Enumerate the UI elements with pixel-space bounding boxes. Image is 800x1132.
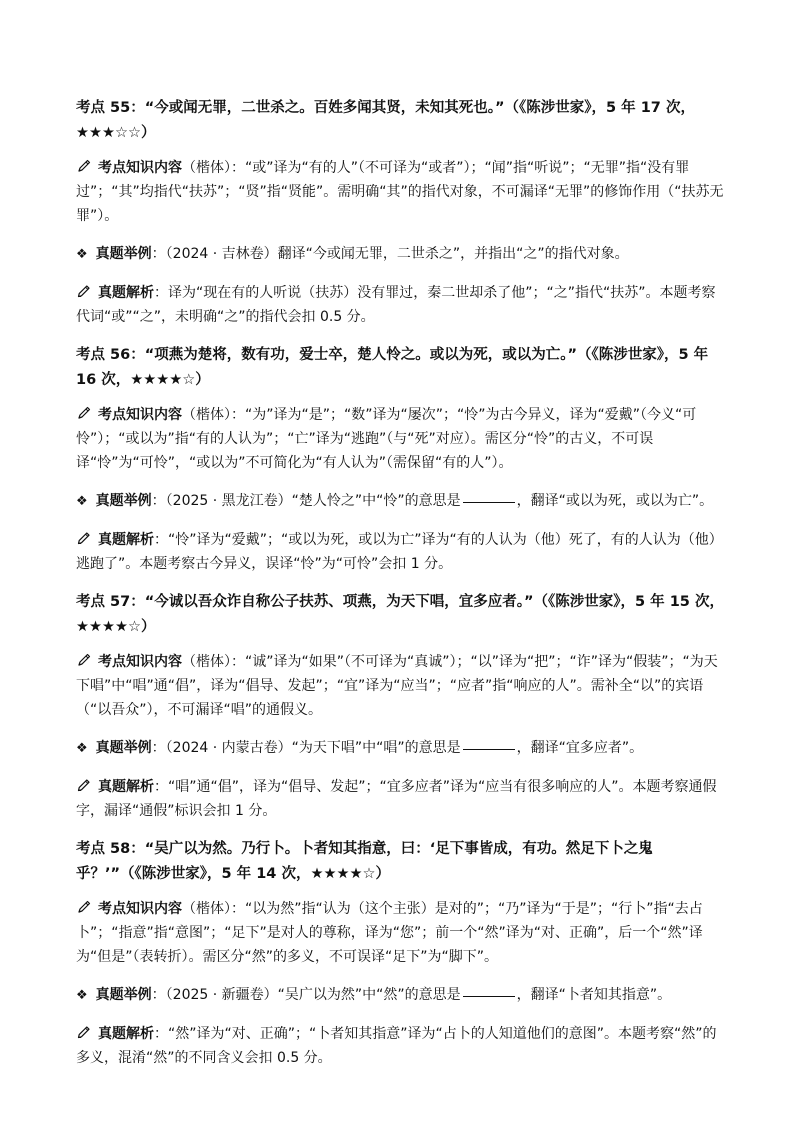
exam-point [76, 837, 726, 1070]
analysis-text: ：“然”译为“对、正确”；“卜者知其指意”译为“占卜的人知道他们的意图”。本题考察“然”的多义，混淆“然”的不同含义会扣 0.5 分。 [76, 1026, 717, 1066]
knowledge-text: （楷体）：“以为然”指“认为（这个主张）是对的”；“乃”译为“于是”；“行卜”指“去占卜”；“指意”指“意图”；“足下”是对人的尊称，译为“您”；前一个“然”译为“对、正确”，后一个“然”译为“但是”（表转折）。需区分“然”的多义，不可误译“足下”为“脚下”。 [76, 901, 703, 965]
knowledge-text: （楷体）：“为”译为“是”；“数”译为“屡次”；“怜”为古今异义，译为“爱戴”（今义“可怜”）；“或以为”指“有的人认为”；“亡”译为“逃跑”（与“死”对应）。需区分“怜”的古义，不可误译“怜”为“可怜”，“或以为”不可简化为“有人认为”（需保留“有的人”）。 [76, 407, 697, 471]
example-text: ：（2024 · 内蒙古卷）“为天下唱”中“唱”的意思是 [151, 740, 461, 756]
diamond-bullet-icon: ❖ [76, 247, 88, 262]
analysis-paragraph [76, 528, 726, 576]
document-page [76, 96, 726, 1084]
pen-icon [76, 283, 92, 299]
example-text-after: ，翻译“或以为死，或以为亡”。 [516, 493, 714, 509]
knowledge-text: （楷体）：“或”译为“有的人”（不可译为“或者”）；“闻”指“听说”；“无罪”指“没有罪过”；“其”均指代“扶苏”；“贤”指“贤能”。需明确“其”的指代对象，不可漏译“无罪”的修饰作用（“扶苏无罪”）。 [76, 160, 724, 224]
diamond-bullet-icon: ❖ [76, 988, 88, 1003]
example-text-after: ，翻译“宜多应者”。 [516, 740, 644, 756]
knowledge-paragraph [76, 897, 726, 969]
pencil-icon [76, 158, 92, 174]
example-label: 真题举例 [95, 987, 152, 1003]
answer-blank [463, 501, 515, 503]
analysis-paragraph [76, 281, 726, 329]
example-paragraph [76, 242, 726, 267]
knowledge-paragraph [76, 156, 726, 228]
pencil-icon [76, 405, 92, 421]
analysis-label: 真题解析 [98, 285, 154, 301]
example-paragraph [76, 736, 726, 761]
pen-icon [76, 1024, 92, 1040]
point-title: 考点 57：“今诚以吾众诈自称公子扶苏、项燕，为天下唱，宜多应者。”（《陈涉世家》，5 年 15 次，★★★★☆） [76, 594, 724, 635]
analysis-label: 真题解析 [98, 1026, 154, 1042]
knowledge-text: （楷体）：“诚”译为“如果”（不可译为“真诚”）；“以”译为“把”；“诈”译为“假装”；“为天下唱”中“唱”通“倡”，译为“倡导、发起”；“宜”译为“应当”；“应者”指“响应的人”。需补全“以”的宾语（“以吾众”），不可漏译“唱”的通假义。 [76, 654, 718, 718]
example-paragraph [76, 983, 726, 1008]
example-text: ：（2025 · 新疆卷）“吴广以为然”中“然”的意思是 [151, 987, 461, 1003]
knowledge-label: 考点知识内容 [98, 160, 182, 176]
knowledge-label: 考点知识内容 [98, 654, 182, 670]
pen-icon [76, 777, 92, 793]
knowledge-paragraph [76, 650, 726, 722]
example-text: ：（2025 · 黑龙江卷）“楚人怜之”中“怜”的意思是 [151, 493, 461, 509]
analysis-text: ：译为“现在有的人听说（扶苏）没有罪过，秦二世却杀了他”；“之”指代“扶苏”。本题考察代词“或”“之”，未明确“之”的指代会扣 0.5 分。 [76, 285, 716, 325]
analysis-paragraph [76, 1022, 726, 1070]
exam-point [76, 343, 726, 576]
answer-blank [463, 748, 515, 750]
exam-point [76, 590, 726, 823]
diamond-bullet-icon: ❖ [76, 494, 88, 509]
point-title: 考点 55：“今或闻无罪，二世杀之。百姓多闻其贤，未知其死也。”（《陈涉世家》，5 年 17 次，★★★☆☆） [76, 100, 695, 141]
example-label: 真题举例 [95, 740, 152, 756]
analysis-label: 真题解析 [98, 532, 154, 548]
pencil-icon [76, 652, 92, 668]
exam-point [76, 96, 726, 329]
analysis-paragraph [76, 775, 726, 823]
knowledge-label: 考点知识内容 [98, 407, 182, 423]
pen-icon [76, 530, 92, 546]
example-text-after: ，翻译“卜者知其指意”。 [516, 987, 672, 1003]
point-title: 考点 58：“吴广以为然。乃行卜。卜者知其指意，曰：‘足下事皆成，有功。然足下卜之鬼乎？’”（《陈涉世家》，5 年 14 次，★★★★☆） [76, 841, 653, 882]
example-label: 真题举例 [95, 493, 152, 509]
example-text: ：（2024 · 吉林卷）翻译“今或闻无罪，二世杀之”，并指出“之”的指代对象。 [151, 246, 629, 262]
diamond-bullet-icon: ❖ [76, 741, 88, 756]
answer-blank [463, 995, 515, 997]
point-title: 考点 56：“项燕为楚将，数有功，爱士卒，楚人怜之。或以为死，或以为亡。”（《陈涉世家》，5 年 16 次，★★★★☆） [76, 347, 709, 388]
knowledge-label: 考点知识内容 [98, 901, 182, 917]
example-paragraph [76, 489, 726, 514]
example-label: 真题举例 [95, 246, 152, 262]
knowledge-paragraph [76, 403, 726, 475]
analysis-label: 真题解析 [98, 779, 154, 795]
analysis-text: ：“怜”译为“爱戴”；“或以为死，或以为亡”译为“有的人认为（他）死了，有的人认为（他）逃跑了”。本题考察古今异义，误译“怜”为“可怜”会扣 1 分。 [76, 532, 723, 572]
analysis-text: ：“唱”通“倡”，译为“倡导、发起”；“宜多应者”译为“应当有很多响应的人”。本题考察通假字，漏译“通假”标识会扣 1 分。 [76, 779, 717, 819]
pencil-icon [76, 899, 92, 915]
